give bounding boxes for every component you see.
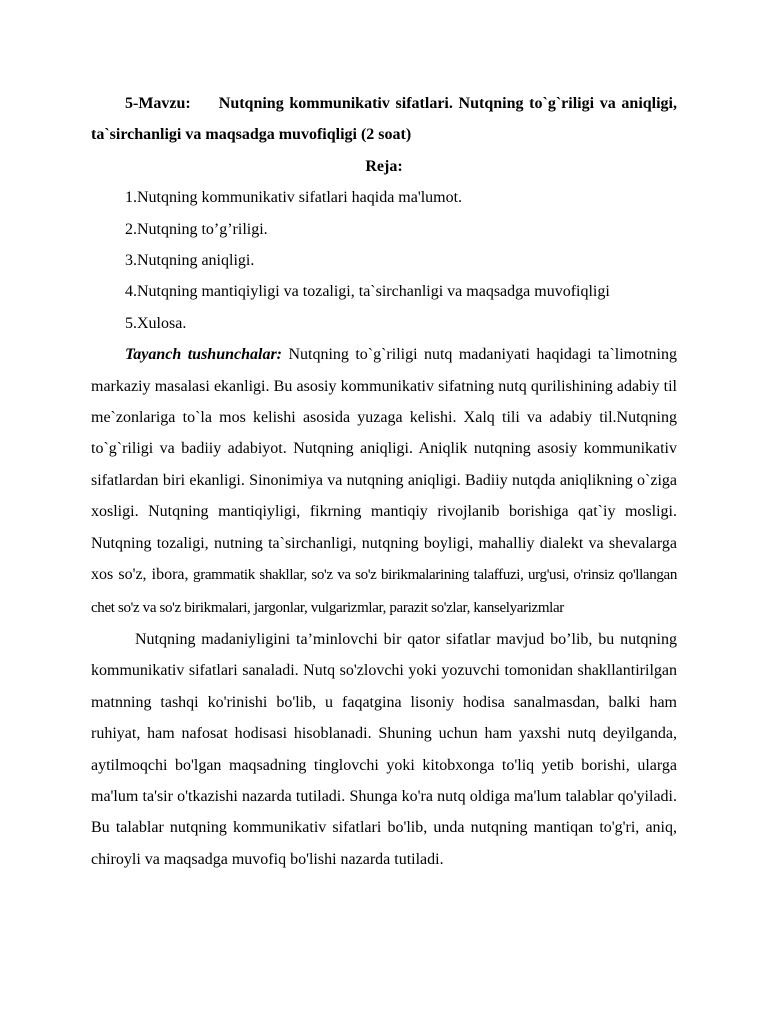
key-concepts-label: Tayanch tushunchalar: [125,346,283,364]
plan-item: 3.Nutqning aniqligi. [125,252,255,270]
plan-item: 1.Nutqning kommunikativ sifatlari haqida ma'lumot. [125,189,463,207]
topic-label: 5-Mavzu: [125,95,191,112]
plan-heading: Reja: [365,157,403,175]
key-concepts-text: Nutqning to`g`riligi nutq madaniyati haqidagi ta`limotning markaziy masalasi ekanligi. Bu asosiy kommunikativ sifatning nutq qurilishining adabiy til me`zonlariga to`la mos kelishi asosida yuzaga kelishi. Xalq tili va adabiy til.Nutqning to`g`riligi va badiiy adabiyot. Nutqning aniqligi. Aniqlik nutqning asosiy kommunikativ sifatlardan biri ekanligi. Sinonimiya va nutqning aniqligi. Badiiy nutqda aniqlikning o`ziga xosligi. Nutqning mantiqiyligi, fikrning mantiqiy rivojlanib borishiga qat`iy mosligi. Nutqning tozaligi, nutning ta`sirchanligi, nutqning boyligi, mahalliy dialekt va shevalarga xos so'z, ibora, [91,346,677,584]
plan-item: 4.Nutqning mantiqiyligi va tozaligi, ta`sirchanligi va maqsadga muvofiqligi [125,283,610,301]
plan-item: 2.Nutqning to’g’riligi. [125,220,268,238]
topic-text: Nutqning kommunikativ sifatlari. Nutqning to`g`riligi va aniqligi, ta`sirchanligi va maqsadga muvofiqligi (2 soat) [91,95,677,144]
key-concepts-paragraph [91,339,677,624]
document-page [91,88,677,875]
topic-title [91,88,677,151]
plan-item: 5.Xulosa. [125,314,187,332]
plan-list [91,182,677,339]
key-concepts-text-small: grammatik shakllar, so'z va so'z birikmalarining talaffuzi, urg'usi, o'rinsiz qo'llangan chet so'z va so'z birikmalari, jargonlar, vulgarizmlar, parazit so'zlar, kanselyarizmlar [91,567,678,616]
body-paragraph: Nutqning madaniyligini ta’minlovchi bir qator sifatlar mavjud bo’lib, bu nutqning kommunikativ sifatlari sanaladi. Nutq so'zlovchi yoki yozuvchi tomonidan shakllantirilgan matnning tashqi ko'rinishi bo'lib, u faqatgina lisoniy hodisa sanalmasdan, balki ham ruhiyat, ham nafosat hodisasi hisoblanadi. Shuning uchun ham yaxshi nutq deyilganda, aytilmoqchi bo'lgan maqsadning tinglovchi yoki kitobxonga to'liq yetib borishi, ularga ma'lum ta'sir o'tkazishi nazarda tutiladi. Shunga ko'ra nutq oldiga ma'lum talablar qo'yiladi. Bu talablar nutqning kommunikativ sifatlari bo'lib, unda nutqning mantiqan to'g'ri, aniq, chiroyli va maqsadga muvofiq bo'lishi nazarda tutiladi. [91,630,677,868]
